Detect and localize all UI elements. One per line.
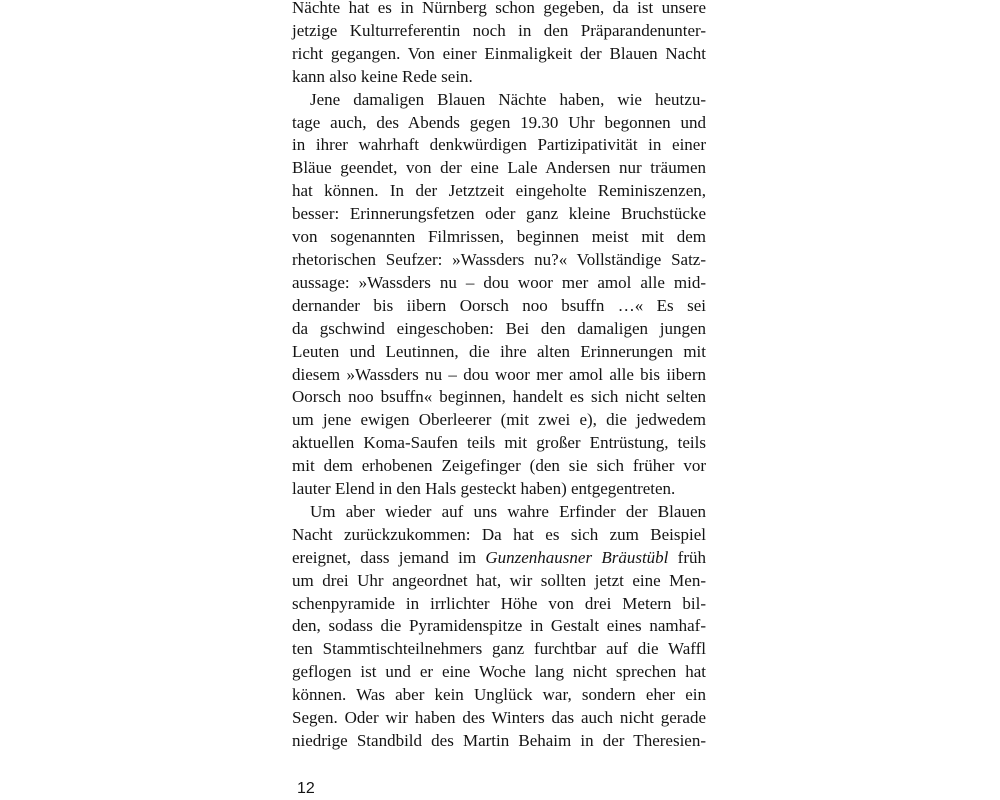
text-column [292,0,706,753]
text-line: von sogenannten Filmrissen, beginnen meist mit dem [292,227,706,247]
text-line: mit dem erhobenen Zeigefinger (den sie sich früher vor [292,456,706,476]
text-line: um drei Uhr angeordnet hat, wir sollten jetzt eine Men- [292,570,706,590]
text-line: Leuten und Leutinnen, die ihre alten Erinnerungen mit [292,341,706,361]
text-line: ten Stammtischteilnehmers ganz furchtbar auf die Waffl [292,639,706,659]
text-line: da gschwind eingeschoben: Bei den damaligen jungen [292,318,706,338]
text-line: richt gegangen. Von einer Einmaligkeit der Blauen Nacht [292,43,706,63]
text-line: jetzige Kulturreferentin noch in den Präparandenunter- [292,20,706,40]
text-line: niedrige Standbild des Martin Behaim in der Theresien- [292,731,706,750]
text-line: hat können. In der Jetztzeit eingeholte Reminiszenzen, [292,181,706,201]
text-line: den, sodass die Pyramidenspitze in Gestalt eines namhaf- [292,616,706,636]
text-line: aktuellen Koma-Saufen teils mit großer Entrüstung, teils [292,433,706,453]
text-line: kann also keine Rede sein. [292,66,473,86]
text-line: dernander bis iibern Oorsch noo bsuffn …« Es sei [292,295,706,315]
text-line: Bläue geendet, von der eine Lale Andersen nur träumen [292,158,706,178]
text-segment: früh [668,547,706,567]
text-line: um jene ewigen Oberleerer (mit zwei e), die jedwedem [292,410,706,430]
text-line: lauter Elend in den Hals gesteckt haben) entgegentreten. [292,479,676,499]
text-line: Um aber wieder auf uns wahre Erfinder der Blauen [310,501,706,521]
text-line: Oorsch noo bsuffn« beginnen, handelt es sich nicht selten [292,387,706,407]
page-number: 12 [297,780,315,797]
text-line: können. Was aber kein Unglück war, sondern eher ein [292,685,706,705]
text-line: in ihrer wahrhaft denkwürdigen Partizipativität in einer [292,135,706,155]
italic-establishment-name: Gunzenhausner Bräustübl [485,547,669,567]
text-line [292,547,706,570]
text-line: Nacht zurückzukommen: Da hat es sich zum Beispiel [292,524,706,544]
text-line: besser: Erinnerungsfetzen oder ganz kleine Bruchstücke [292,204,706,224]
text-line: Nächte hat es in Nürnberg schon gegeben, da ist unsere [292,0,706,17]
text-line: Segen. Oder wir haben des Winters das auch nicht gerade [292,708,706,728]
text-line: Jene damaligen Blauen Nächte haben, wie heutzu- [310,89,706,109]
text-line: rhetorischen Seufzer: »Wassders nu?« Vollständige Satz- [292,249,706,269]
text-line: schenpyramide in irrlichter Höhe von drei Metern bil- [292,593,706,613]
text-segment: ereignet, dass jemand im [292,547,486,567]
text-line: diesem »Wassders nu – dou woor mer amol alle bis iibern [292,364,706,384]
text-line: geflogen ist und er eine Woche lang nicht sprechen hat [292,662,706,682]
text-line: tage auch, des Abends gegen 19.30 Uhr begonnen und [292,112,706,132]
text-line: aussage: »Wassders nu – dou woor mer amol alle mid- [292,272,706,292]
